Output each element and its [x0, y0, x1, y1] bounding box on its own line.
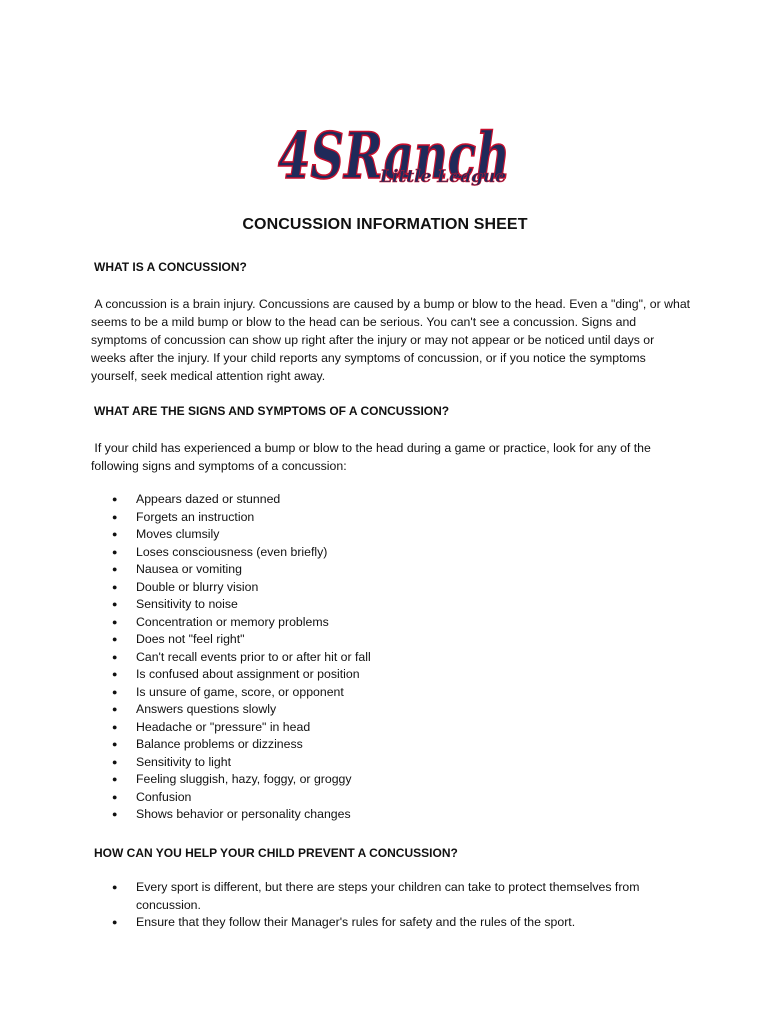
list-item: ● Forgets an instruction	[112, 509, 371, 527]
section-heading-prevention: HOW CAN YOU HELP YOUR CHILD PREVENT A CONCUSSION?	[94, 846, 458, 860]
list-item: ● Does not "feel right"	[112, 631, 371, 649]
concussion-definition-paragraph	[91, 295, 691, 385]
logo-main-text: 4SRanch	[278, 119, 510, 194]
concussion-definition-text: A concussion is a brain injury. Concussions are caused by a bump or blow to the head. Even a "ding", or what seems to be a mild bump or blow to the head can be serious. You can't see a concussion. Signs and symptoms of concussion can show up right after the injury or may not appear or be noticed until days or weeks after the injury. If your child reports any symptoms of concussion, or if you notice the symptoms yourself, seek medical attention right away.	[91, 297, 691, 383]
list-item: ● Headache or "pressure" in head	[112, 719, 371, 737]
page-title: CONCUSSION INFORMATION SHEET	[242, 216, 528, 233]
logo-sub-text: Little League	[380, 167, 507, 187]
list-item: ● Sensitivity to noise	[112, 596, 371, 614]
list-item: ● Ensure that they follow their Manager's rules for safety and the rules of the sport.	[112, 914, 682, 932]
list-item: ● Concentration or memory problems	[112, 614, 371, 632]
list-item: ● Balance problems or dizziness	[112, 736, 371, 754]
list-item: ● Confusion	[112, 789, 371, 807]
list-item: ● Nausea or vomiting	[112, 561, 371, 579]
list-item: ● Shows behavior or personality changes	[112, 806, 371, 824]
list-item: ● Is unsure of game, score, or opponent	[112, 684, 371, 702]
section-heading-what-is: WHAT IS A CONCUSSION?	[94, 260, 247, 274]
league-logo	[276, 96, 512, 194]
list-item: ● Feeling sluggish, hazy, foggy, or groggy	[112, 771, 371, 789]
list-item: ● Is confused about assignment or position	[112, 666, 371, 684]
signs-intro-text: If your child has experienced a bump or blow to the head during a game or practice, look for any of the following signs and symptoms of a concussion:	[91, 441, 651, 473]
prevention-tips-list	[112, 879, 682, 932]
list-item: ● Every sport is different, but there are steps your children can take to protect themselves from concussion.	[112, 879, 682, 914]
list-item: ● Answers questions slowly	[112, 701, 371, 719]
symptoms-list	[112, 491, 371, 824]
list-item: ● Moves clumsily	[112, 526, 371, 544]
list-item: ● Double or blurry vision	[112, 579, 371, 597]
list-item: ● Loses consciousness (even briefly)	[112, 544, 371, 562]
list-item: ● Appears dazed or stunned	[112, 491, 371, 509]
list-item: ● Sensitivity to light	[112, 754, 371, 772]
signs-intro-paragraph	[91, 439, 691, 475]
list-item: ● Can't recall events prior to or after hit or fall	[112, 649, 371, 667]
section-heading-signs: WHAT ARE THE SIGNS AND SYMPTOMS OF A CONCUSSION?	[94, 404, 450, 418]
